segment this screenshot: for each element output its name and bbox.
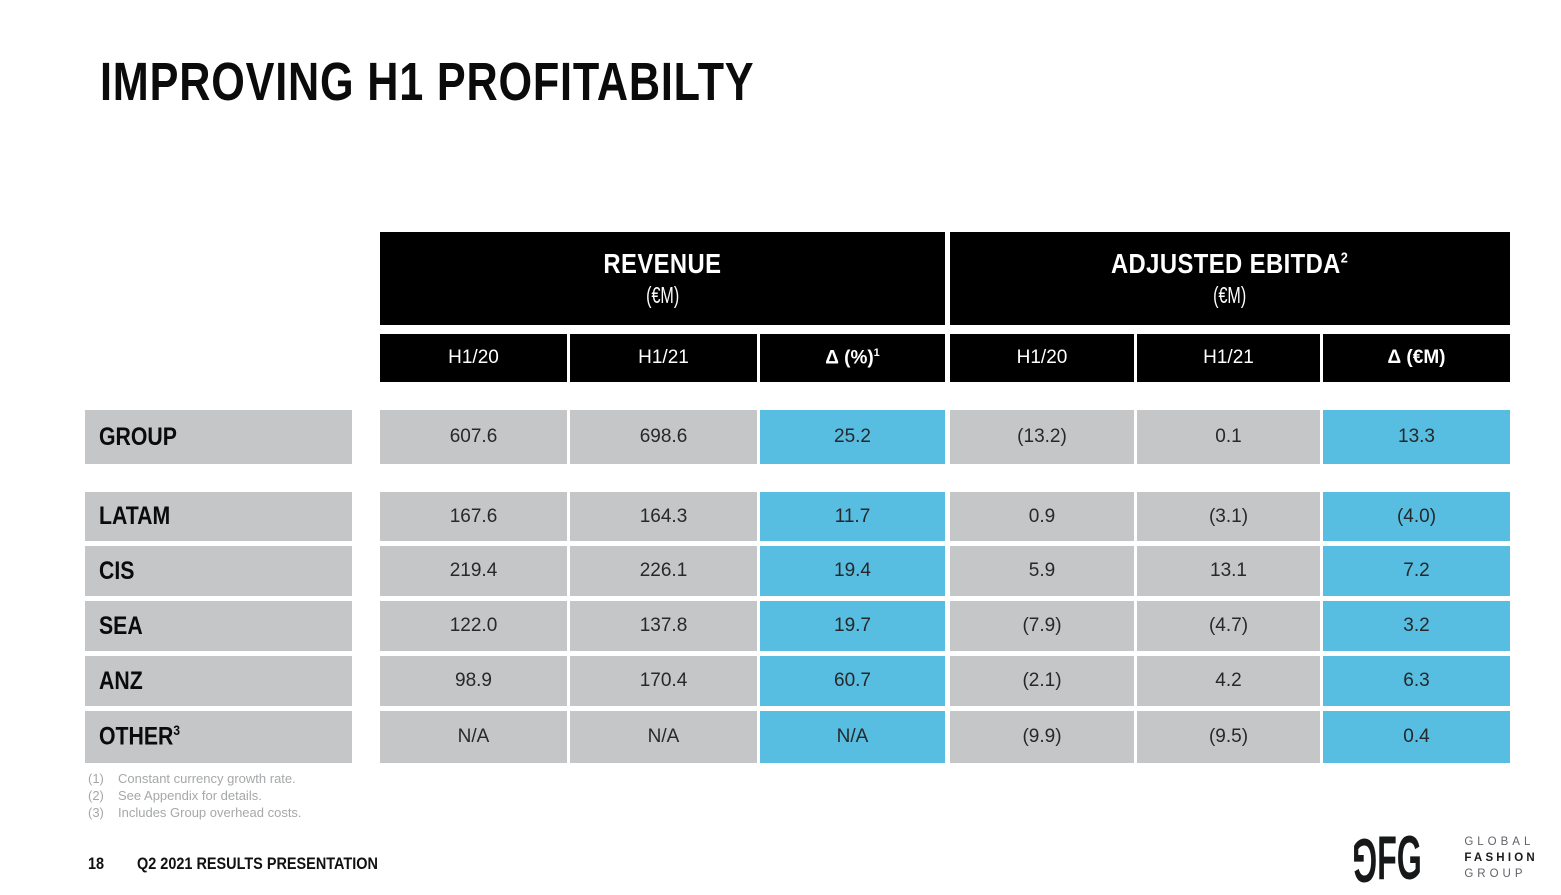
cell-anz-0 — [380, 656, 567, 706]
cell-latam-2 — [760, 492, 945, 541]
footer-label: Q2 2021 RESULTS PRESENTATION — [136, 854, 378, 873]
footnote-3 — [88, 804, 302, 821]
cell-group-0 — [380, 410, 567, 464]
cell-cis-3 — [950, 546, 1134, 596]
cell-value: N/A — [457, 726, 490, 747]
page-number: 18 — [88, 854, 105, 873]
subheader-ebitda-1: H1/21 — [1137, 334, 1320, 382]
cell-cis-5 — [1323, 546, 1510, 596]
revenue-group-header — [380, 232, 945, 325]
cell-anz-4 — [1137, 656, 1320, 706]
cell-value: 122.0 — [449, 615, 498, 636]
gfg-logo — [1352, 824, 1538, 894]
cell-latam-5 — [1323, 492, 1510, 541]
cell-other-5 — [1323, 711, 1510, 763]
cell-other-0 — [380, 711, 567, 763]
cell-value: (4.7) — [1208, 615, 1249, 636]
cell-latam-1 — [570, 492, 757, 541]
cell-other-1 — [570, 711, 757, 763]
cell-value: 5.9 — [1028, 560, 1056, 581]
cell-sea-5 — [1323, 601, 1510, 651]
cell-value: (3.1) — [1208, 505, 1249, 527]
cell-value: (9.9) — [1022, 726, 1062, 747]
subheader-revenue-1: H1/21 — [570, 334, 757, 382]
cell-group-4 — [1137, 410, 1320, 464]
cell-value: 60.7 — [834, 670, 871, 691]
row-label-sea: SEA — [85, 601, 352, 651]
cell-value: 98.9 — [455, 670, 492, 691]
cell-group-1 — [570, 410, 757, 464]
cell-sea-2 — [760, 601, 945, 651]
row-label-latam: LATAM — [85, 492, 352, 541]
cell-value: 164.3 — [639, 505, 688, 527]
cell-other-2 — [760, 711, 945, 763]
cell-value: N/A — [647, 726, 680, 747]
cell-other-3 — [950, 711, 1134, 763]
cell-value: 137.8 — [639, 615, 688, 636]
cell-value: 13.3 — [1398, 426, 1435, 447]
cell-sea-0 — [380, 601, 567, 651]
logo-line-global: GLOBAL — [1464, 836, 1535, 849]
footnote-2 — [88, 787, 302, 804]
page-title-text: IMPROVING H1 PROFITABILTY — [100, 52, 755, 112]
cell-group-3 — [950, 410, 1134, 464]
cell-value: 167.6 — [449, 505, 498, 527]
ebitda-group-title: ADJUSTED EBITDA$^2$ — [1111, 248, 1349, 279]
footnote-3-num: (3) — [88, 805, 104, 820]
row-label-group: GROUP — [85, 410, 352, 464]
cell-value: (2.1) — [1022, 670, 1062, 691]
cell-cis-0 — [380, 546, 567, 596]
cell-anz-5 — [1323, 656, 1510, 706]
row-label-cis: CIS — [85, 546, 352, 596]
footnote-1 — [88, 770, 302, 787]
subheader-revenue-2: Δ (%)$^1$ — [760, 334, 945, 382]
cell-value: 13.1 — [1210, 560, 1247, 581]
ebitda-group-header — [950, 232, 1510, 325]
gfg-logo-text — [1464, 836, 1538, 881]
row-label-anz: ANZ — [85, 656, 352, 706]
revenue-group-title: REVENUE — [603, 248, 722, 279]
cell-anz-2 — [760, 656, 945, 706]
cell-value: 170.4 — [639, 670, 688, 691]
footnote-2-num: (2) — [88, 788, 104, 803]
cell-value: 0.9 — [1028, 505, 1056, 527]
cell-value: 6.3 — [1403, 670, 1430, 691]
cell-value: 19.7 — [834, 615, 871, 636]
cell-value: (4.0) — [1396, 505, 1437, 527]
row-label-other: OTHER$^3$ — [85, 711, 352, 763]
ebitda-group-unit: (€M) — [1213, 282, 1247, 308]
cell-value: 698.6 — [639, 426, 688, 447]
cell-group-2 — [760, 410, 945, 464]
results-table — [85, 232, 1515, 767]
cell-value: 226.1 — [639, 560, 688, 581]
footnote-1-text: Constant currency growth rate. — [118, 771, 296, 786]
subheader-ebitda-0: H1/20 — [950, 334, 1134, 382]
cell-value: 11.7 — [834, 505, 871, 527]
cell-cis-4 — [1137, 546, 1320, 596]
cell-value: 19.4 — [834, 560, 871, 581]
logo-line-group: GROUP — [1464, 868, 1527, 881]
cell-value: N/A — [836, 726, 869, 747]
cell-latam-0 — [380, 492, 567, 541]
cell-cis-2 — [760, 546, 945, 596]
cell-value: 0.1 — [1215, 426, 1242, 447]
cell-value: 0.4 — [1403, 726, 1430, 747]
cell-value: 219.4 — [449, 560, 498, 581]
cell-sea-3 — [950, 601, 1134, 651]
logo-line-fashion: FASHION — [1464, 852, 1538, 865]
footnote-3-text: Includes Group overhead costs. — [118, 805, 302, 820]
cell-group-5 — [1323, 410, 1510, 464]
gfg-logo-mark: GFG — [1352, 824, 1422, 894]
revenue-group-unit: (€M) — [645, 282, 680, 308]
cell-other-4 — [1137, 711, 1320, 763]
footnote-1-num: (1) — [88, 771, 104, 786]
cell-anz-3 — [950, 656, 1134, 706]
cell-latam-3 — [950, 492, 1134, 541]
page-title — [100, 52, 918, 112]
cell-value: (7.9) — [1022, 615, 1062, 636]
cell-value: 25.2 — [834, 426, 871, 447]
footnotes — [88, 770, 302, 821]
slide-footer — [88, 854, 420, 874]
cell-value: (13.2) — [1017, 426, 1067, 447]
subheader-revenue-0: H1/20 — [380, 334, 567, 382]
cell-value: 7.2 — [1403, 560, 1430, 581]
cell-value: 3.2 — [1403, 615, 1430, 636]
cell-value: (9.5) — [1208, 726, 1249, 747]
cell-latam-4 — [1137, 492, 1320, 541]
cell-cis-1 — [570, 546, 757, 596]
cell-anz-1 — [570, 656, 757, 706]
footnote-2-text: See Appendix for details. — [118, 788, 262, 803]
cell-value: 607.6 — [449, 426, 498, 447]
cell-sea-1 — [570, 601, 757, 651]
cell-sea-4 — [1137, 601, 1320, 651]
cell-value: 4.2 — [1215, 670, 1242, 691]
subheader-ebitda-2: Δ (€M) — [1323, 334, 1510, 382]
